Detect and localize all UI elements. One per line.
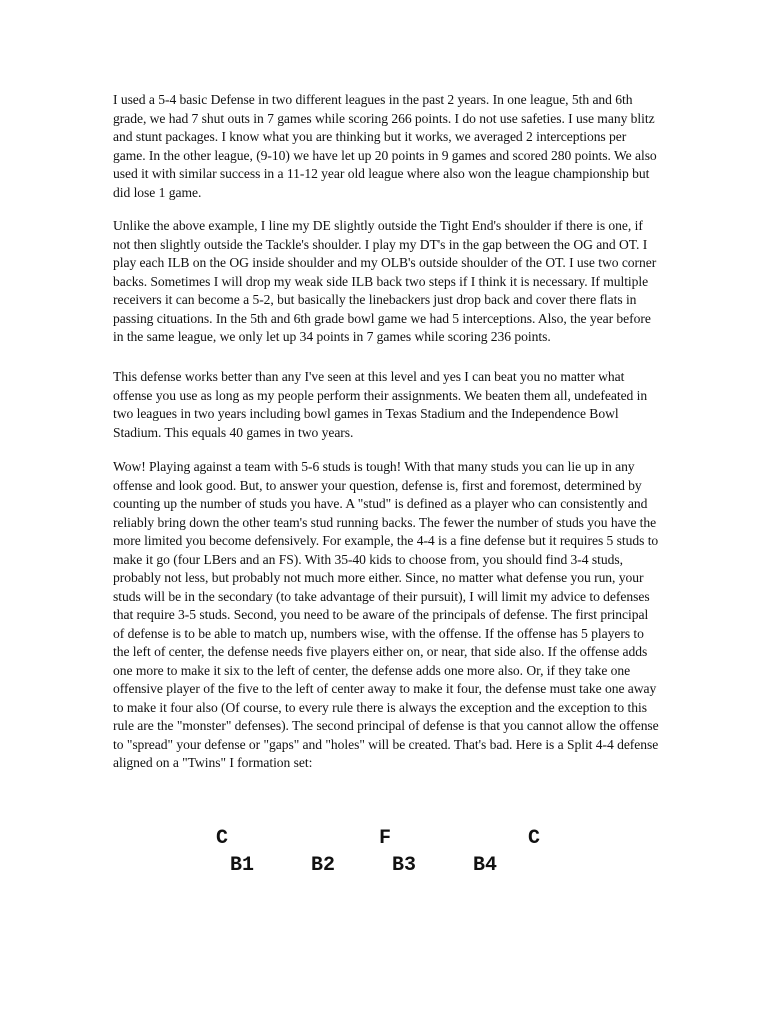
paragraph-1	[113, 91, 660, 202]
paragraph-text: Unlike the above example, I line my DE slightly outside the Tight End's shoulder if there is one, if not then slightly outside the Tackle's shoulder. I play my DT's in the gap between the OG and OT. I play each ILB on the OG inside shoulder and my OLB's outside shoulder of the OT. I use two corner backs. Sometimes I will drop my weak side ILB back two steps if I think it is necessary. If multiple receivers it can become a 5-2, but basically the linebackers just drop back and cover there flats in passing cituations. In the 5th and 6th grade bowl game we had 5 interceptions. Also, the year before in the same league, we only let up 34 points in 7 games while scoring 236 points.	[113, 218, 657, 344]
formation-position-b4: B4	[473, 854, 498, 877]
formation-position-b1: B1	[230, 854, 255, 877]
formation-position-b3: B3	[392, 854, 417, 877]
paragraph-text: I used a 5-4 basic Defense in two different leagues in the past 2 years. In one league, 5th and 6th grade, we had 7 shut outs in 7 games while scoring 266 points. I do not use safeties. I use many blitz and stunt packages. I know what you are thinking but it works, we averaged 2 interceptions per game. In the other league, (9-10) we have let up 20 points in 9 games and scored 280 points. We also used it with similar success in a 11-12 year old league where also won the league championship but did lose 1 game.	[113, 92, 657, 200]
formation-position-c-right: C	[528, 827, 541, 850]
formation-position-b2: B2	[311, 854, 336, 877]
paragraph-text: Wow! Playing against a team with 5-6 studs is tough! With that many studs you can lie up in any offense and look good. But, to answer your question, defense is, first and foremost, determined by counting up the number of studs you have. A "stud" is defined as a player who can consistently and reliably bring down the other team's stud running backs. The fewer the number of studs you have the more limited you become defensively. For example, the 4-4 is a fine defense but it requires 5 studs to make it go (four LBers and an FS). With 35-40 kids to choose from, you should find 3-4 studs, probably not less, but probably not much more either. Since, no matter what defense you run, your studs will be in the secondary (to take advantage of their pursuit), I will limit my advice to defenses that require 3-5 studs. Second, you need to be aware of the principals of defense. The first principal of defense is to be able to match up, numbers wise, with the offense. If the offense has 5 players to the left of center, the defense needs five players either on, or near, that side also. If the offense adds one more to make it six to the left of center, the defense adds one more also. Or, if they take one offensive player of the five to the left of center away to make it four, the defense must take one away to make it four also (Of course, to every rule there is always the exception and the exception to this rule are the "monster" defenses). The second principal of defense is that you cannot allow the offense to "spread" your defense or "gaps" and "holes" will be created. That's bad. Here is a Split 4-4 defense aligned on a "Twins" I formation set:	[113, 459, 659, 770]
paragraph-text: This defense works better than any I've seen at this level and yes I can beat you no matter what offense you use as long as my people perform their assignments. We beaten them all, undefeated in two leagues in two years including bowl games in Texas Stadium and the Independence Bowl Stadium. This equals 40 games in two years.	[113, 369, 648, 440]
formation-position-c-left: C	[216, 827, 229, 850]
paragraph-4	[113, 458, 660, 773]
paragraph-3	[113, 368, 660, 442]
formation-position-f: F	[379, 827, 392, 850]
paragraph-2	[113, 217, 660, 347]
